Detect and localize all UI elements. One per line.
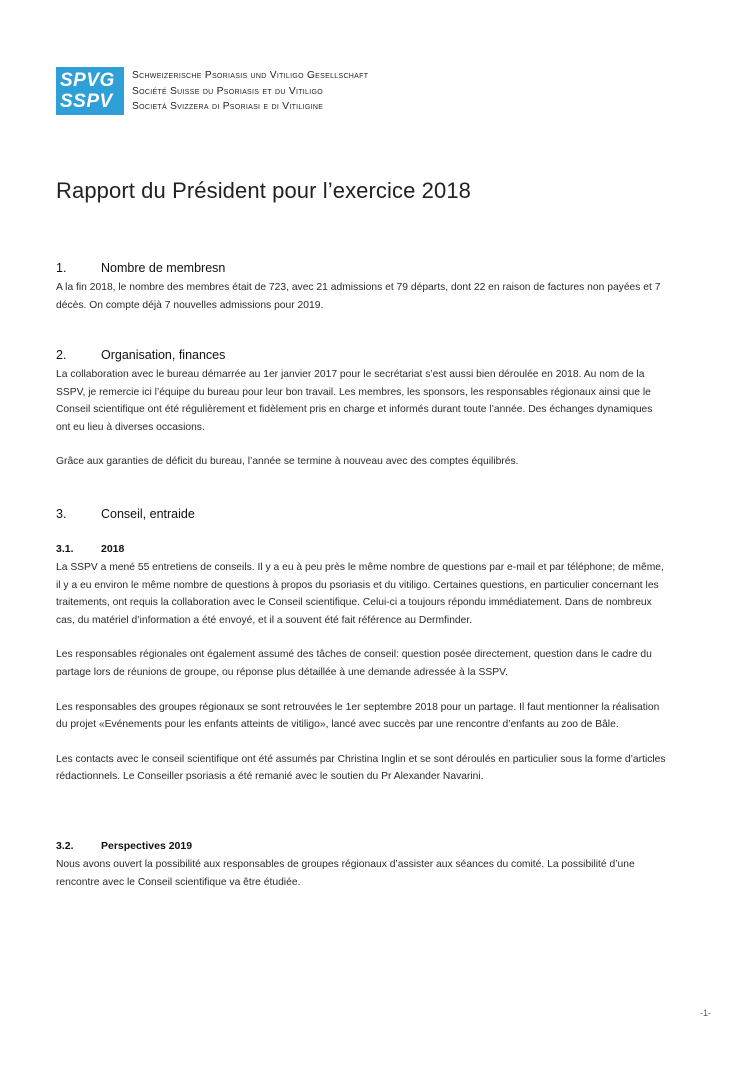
paragraph: Nous avons ouvert la possibilité aux responsables de groupes régionaux d’assister aux séances du comité. La possibilité d’une rencontre avec le Conseil scientifique va être étudiée. (56, 859, 635, 888)
section-number: 3. (56, 507, 67, 521)
paragraph: La collaboration avec le bureau démarrée au 1er janvier 2017 pour le secrétariat s’est aussi bien déroulée en 2018. Au nom de la SSPV, je remercie ici l’équipe du bureau pour leur bon travail. Les membres, les sponsors, les responsables régionaux ainsi que le Conseil scientifique ont été régulièrement et fidèlement pris en charge et informés durant toute l’année. Des échanges dynamiques ont eu lieu à diverses occasions. (56, 369, 653, 433)
subsection-3-2 (56, 840, 668, 891)
section-3-heading (56, 507, 668, 525)
spvg-sspv-logo (56, 67, 124, 115)
logo-line-2: SSPV (60, 91, 113, 112)
section-2-heading (56, 348, 668, 366)
section-number: 2. (56, 348, 67, 362)
subsection-title: 2018 (101, 543, 125, 555)
section-1-heading (56, 261, 668, 279)
paragraph: A la fin 2018, le nombre des membres était de 723, avec 21 admissions et 79 départs, dont 22 en raison de factures non payées et 7 décès. On compte déjà 7 nouvelles admissions pour 2019. (56, 282, 661, 311)
section-title: Organisation, finances (101, 348, 226, 362)
society-names (132, 68, 452, 115)
paragraph: La SSPV a mené 55 entretiens de conseils. Il y a eu à peu près le même nombre de questions par e-mail et par téléphone; de même, il y a eu environ le même nombre de questions à propos du psoriasis et du vitiligo. Certaines questions, en particulier concernant les traitements, ont requis la collaboration avec le Conseil scientifique. Celui-ci a toujours répondu immédiatement. Dans de nombreux cas, du matériel d’information a été envoyé, et il a souvent été fait référence au Dermfinder. (56, 562, 664, 626)
paragraph: Grâce aux garanties de déficit du bureau, l’année se termine à nouveau avec des comptes équilibrés. (56, 456, 519, 468)
subsection-3-2-heading (56, 840, 668, 856)
paragraph: Les responsables régionales ont également assumé des tâches de conseil: question posée directement, question dans le cadre du partage lors de réunions de groupe, ou réponse plus détaillée à une demande adressée à la SSPV. (56, 649, 652, 678)
section-number: 1. (56, 261, 67, 275)
society-name-fr: Société Suisse du Psoriasis et du Vitiligo (132, 85, 323, 97)
subsection-number: 3.2. (56, 840, 74, 852)
society-name-de: Schweizerische Psoriasis und Vitiligo Gesellschaft (132, 70, 369, 81)
subsection-title: Perspectives 2019 (101, 840, 193, 852)
page-number: -1- (700, 1008, 711, 1018)
section-1 (56, 261, 668, 314)
subsection-3-1 (56, 543, 668, 786)
paragraph: Les responsables des groupes régionaux se sont retrouvées le 1er septembre 2018 pour un partage. Il faut mentionner la réalisation du projet «Evénements pour les enfants atteints de vitiligo», lancé avec succès par une rencontre d’enfants au zoo de Bâle. (56, 701, 660, 731)
logo-line-1: SPVG (60, 70, 115, 91)
document-title: Rapport du Président pour l’exercice 2018 (56, 178, 472, 203)
paragraph: Les contacts avec le conseil scientifique ont été assumés par Christina Inglin et se sont déroulés en particulier sous la forme d’articles rédactionnels. Le Conseiller psoriasis a été remanié avec le soutien du Pr Alexander Navarini. (56, 753, 666, 783)
section-title: Nombre de membresn (101, 261, 226, 275)
society-name-it: Società Svizzera di Psoriasi e di Vitiligine (132, 101, 324, 112)
subsection-3-1-heading (56, 543, 668, 559)
section-title: Conseil, entraide (101, 507, 195, 521)
subsection-number: 3.1. (56, 543, 74, 555)
section-3 (56, 507, 668, 525)
section-2 (56, 348, 668, 471)
